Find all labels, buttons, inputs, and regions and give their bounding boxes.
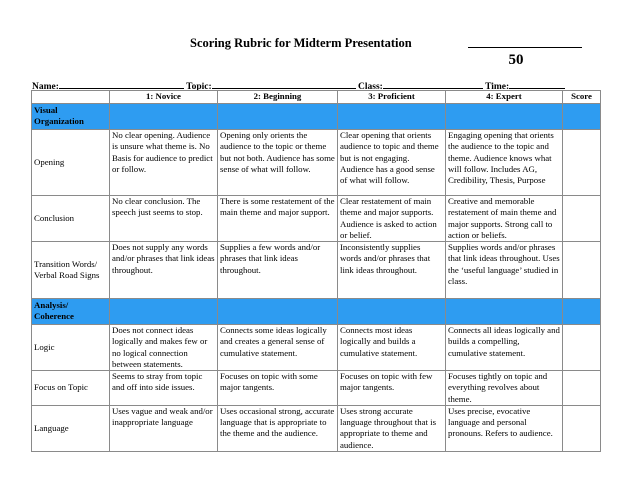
score-cell[interactable] — [563, 405, 601, 451]
name-label: Name: — [32, 82, 59, 92]
score-cell[interactable] — [563, 242, 601, 299]
expert-cell: Engaging opening that orients the audience to the topic and theme. Audience knows what will follow. Includes AG, Credibility, Thesis, Purpose — [446, 130, 563, 196]
proficient-cell: Focuses on topic with few major tangents. — [338, 371, 446, 406]
beginning-header: 2: Beginning — [218, 91, 338, 104]
section-row — [32, 104, 601, 130]
expert-header: 4: Expert — [446, 91, 563, 104]
criterion-label: Focus on Topic — [32, 371, 110, 406]
beginning-cell: Connects some ideas logically and creates a general sense of cumulative statement. — [218, 325, 338, 371]
beginning-cell: Opening only orients the audience to the topic or theme but not both. Audience has some sense of what will follow. — [218, 130, 338, 196]
criterion-label: Conclusion — [32, 196, 110, 242]
criterion-row — [32, 242, 601, 299]
score-cell[interactable] — [563, 196, 601, 242]
class-blank[interactable] — [383, 79, 483, 89]
novice-cell: Seems to stray from topic and off into side issues. — [110, 371, 218, 406]
beginning-cell: Focuses on topic with some major tangents. — [218, 371, 338, 406]
criterion-label: Transition Words/ Verbal Road Signs — [32, 242, 110, 299]
criterion-row — [32, 405, 601, 451]
beginning-cell: There is some restatement of the main theme and major support. — [218, 196, 338, 242]
section-title: Analysis/ Coherence — [32, 299, 110, 325]
score-total-line — [468, 47, 582, 48]
proficient-cell: Uses strong accurate language throughout that is appropriate to theme and audience. — [338, 405, 446, 451]
novice-cell: No clear conclusion. The speech just seems to stop. — [110, 196, 218, 242]
score-cell[interactable] — [563, 371, 601, 406]
proficient-cell: Clear opening that orients audience to topic and theme but is not engaging. Audience has a good sense of what will follow. — [338, 130, 446, 196]
proficient-cell: Connects most ideas logically and builds a cumulative statement. — [338, 325, 446, 371]
expert-cell: Connects all ideas logically and builds a compelling, cumulative statement. — [446, 325, 563, 371]
expert-cell: Uses precise, evocative language and personal pronouns. Refers to audience. — [446, 405, 563, 451]
score-cell[interactable] — [563, 325, 601, 371]
beginning-cell: Supplies a few words and/or phrases that link ideas throughout. — [218, 242, 338, 299]
novice-header: 1: Novice — [110, 91, 218, 104]
topic-blank[interactable] — [212, 79, 356, 89]
rubric-table — [31, 90, 601, 452]
novice-cell: Uses vague and weak and/or inappropriate language — [110, 405, 218, 451]
criterion-label: Language — [32, 405, 110, 451]
proficient-cell: Clear restatement of main theme and major supports. Audience is asked to action or belief. — [338, 196, 446, 242]
time-blank[interactable] — [509, 79, 565, 89]
column-header-row — [32, 91, 601, 104]
section-title: Visual Organization — [32, 104, 110, 130]
expert-cell: Supplies words and/or phrases that link ideas throughout. Uses the ‘useful language’ studied in class. — [446, 242, 563, 299]
class-label: Class: — [358, 82, 383, 92]
expert-cell: Creative and memorable restatement of main theme and major supports. Strong call to action or beliefs. — [446, 196, 563, 242]
score-total: 50 — [508, 52, 524, 68]
criterion-label: Logic — [32, 325, 110, 371]
criterion-row — [32, 130, 601, 196]
novice-cell: No clear opening. Audience is unsure what theme is. No Basis for audience to predict or follow. — [110, 130, 218, 196]
criterion-row — [32, 325, 601, 371]
time-label: Time: — [485, 82, 510, 92]
name-blank[interactable] — [59, 79, 184, 89]
novice-cell: Does not supply any words and/or phrases that link ideas throughout. — [110, 242, 218, 299]
rubric-title: Scoring Rubric for Midterm Presentation — [190, 36, 412, 50]
topic-label: Topic: — [186, 82, 212, 92]
criterion-row — [32, 371, 601, 406]
expert-cell: Focuses tightly on topic and everything revolves about theme. — [446, 371, 563, 406]
criterion-label: Opening — [32, 130, 110, 196]
novice-cell: Does not connect ideas logically and makes few or no logical connection between statements. — [110, 325, 218, 371]
beginning-cell: Uses occasional strong, accurate language that is appropriate to the theme and the audience. — [218, 405, 338, 451]
proficient-cell: Inconsistently supplies words and/or phrases that link ideas throughout. — [338, 242, 446, 299]
score-header: Score — [563, 91, 601, 104]
score-cell[interactable] — [563, 130, 601, 196]
criterion-row — [32, 196, 601, 242]
section-row — [32, 299, 601, 325]
criteria-header — [32, 91, 110, 104]
proficient-header: 3: Proficient — [338, 91, 446, 104]
